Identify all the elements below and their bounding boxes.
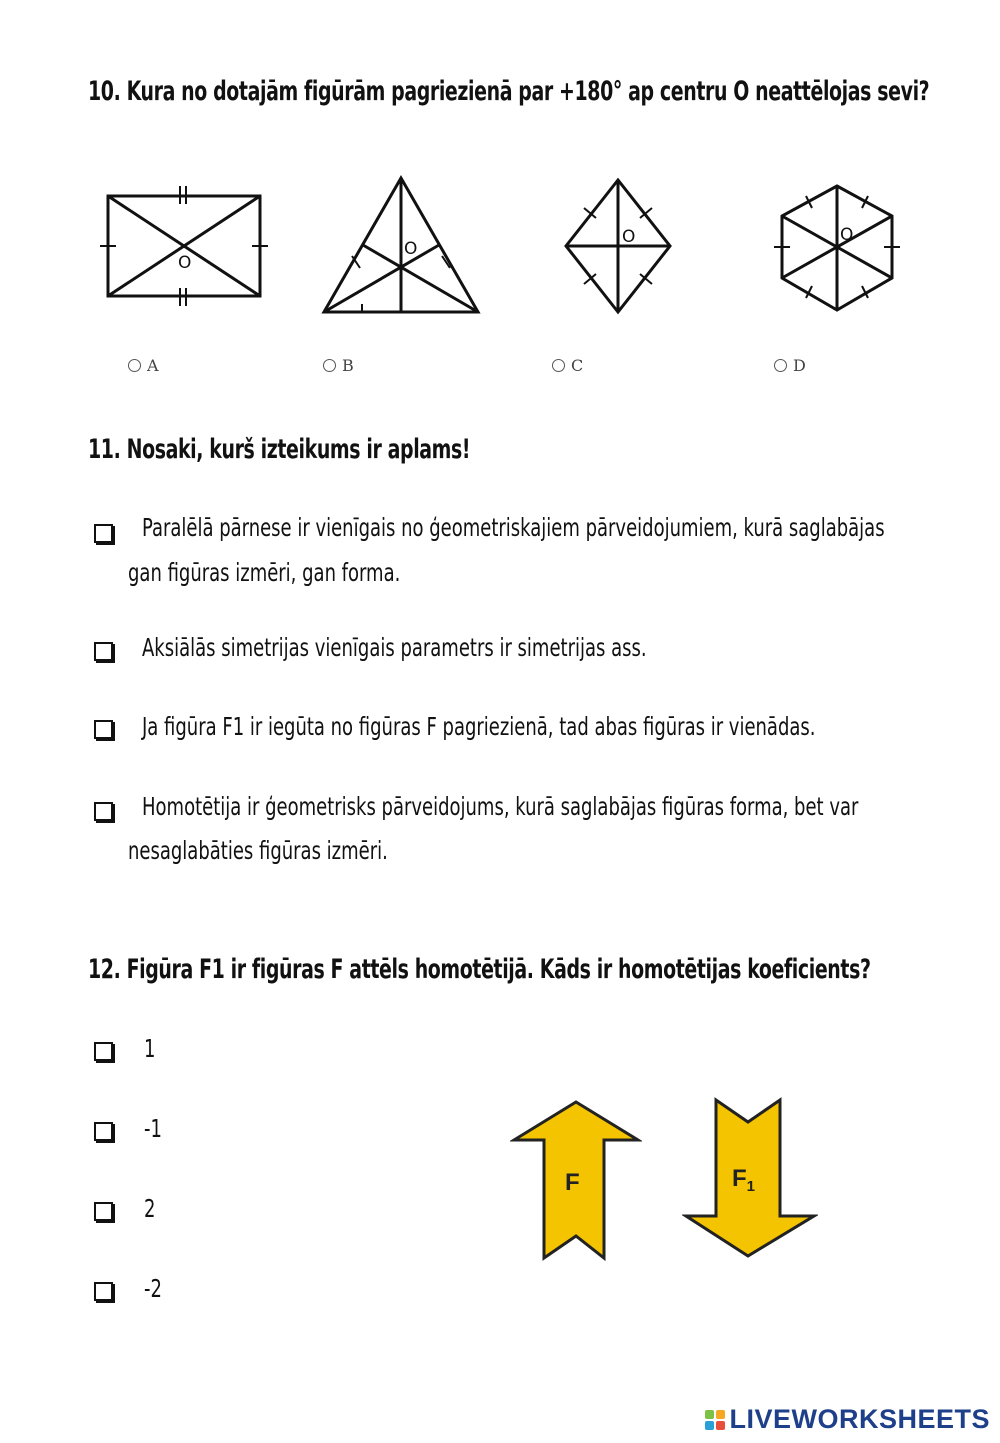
q11-option-2-line1: Aksiālās simetrijas vienīgais parametrs ir simetrijas ass. [142,633,647,662]
option-b-label: B [342,356,354,375]
option-b-radio[interactable] [323,356,354,375]
figure-d-center-label: O [840,225,854,245]
figure-a-rectangle [98,178,270,306]
q11-option-3-line1: Ja figūra F1 ir iegūta no figūras F pagriezienā, tad abas figūras ir vienādas. [142,712,816,741]
figure-b-center-label: O [404,239,418,259]
q12-option-2-checkbox[interactable] [94,1122,113,1141]
option-a-radio[interactable] [128,356,159,375]
figure-c-center-label: O [622,227,636,247]
q12-option-1-checkbox[interactable] [94,1042,113,1061]
question-10-title: 10. Kura no dotajām figūrām pagriezienā par +180° ap centru O neattēlojas sevi? [88,76,930,107]
q12-option-1-label: 1 [144,1034,156,1063]
figure-f-arrow-up [510,1098,642,1262]
q11-option-2-checkbox[interactable] [94,642,113,661]
q12-option-4-checkbox[interactable] [94,1282,113,1301]
q12-option-3-label: 2 [144,1194,156,1223]
question-12-title: 12. Figūra F1 ir figūras F attēls homotētijā. Kāds ir homotētijas koeficients? [88,954,871,985]
option-d-label: D [793,356,806,375]
logo-mark-icon [705,1410,725,1430]
q12-option-3-checkbox[interactable] [94,1202,113,1221]
q12-option-4-label: -2 [144,1274,162,1303]
figure-d-hexagon [770,178,904,322]
liveworksheets-logo[interactable] [705,1404,990,1435]
q11-option-4-checkbox[interactable] [94,802,113,821]
figure-f1-label: F [732,1165,747,1192]
q11-option-3-checkbox[interactable] [94,720,113,739]
figure-c-rhombus [560,176,676,316]
radio-circle-icon[interactable] [552,359,565,372]
question-11-title: 11. Nosaki, kurš izteikums ir aplams! [88,434,471,465]
radio-circle-icon[interactable] [774,359,787,372]
figure-f1-subscript: 1 [746,1178,756,1195]
figure-f-label: F [565,1169,580,1196]
option-d-radio[interactable] [774,356,806,375]
logo-text: LIVEWORKSHEETS [729,1404,990,1434]
q11-option-1-checkbox[interactable] [94,524,113,543]
radio-circle-icon[interactable] [323,359,336,372]
q11-option-4-line2: nesaglabāties figūras izmēri. [128,836,388,865]
q11-option-1-line1: Paralēlā pārnese ir vienīgais no ģeometriskajiem pārveidojumiem, kurā saglabājas [142,513,885,542]
figure-f1-arrow-down [682,1094,818,1260]
option-c-radio[interactable] [552,356,583,375]
q12-option-2-label: -1 [144,1114,162,1143]
radio-circle-icon[interactable] [128,359,141,372]
figure-b-triangle [318,172,484,318]
option-a-label: A [147,356,159,375]
option-c-label: C [571,356,584,375]
q11-option-4-line1: Homotētija ir ģeometrisks pārveidojums, kurā saglabājas figūras forma, bet var [142,792,859,821]
figure-a-center-label: O [178,253,192,273]
q11-option-1-line2: gan figūras izmēri, gan forma. [128,558,401,587]
